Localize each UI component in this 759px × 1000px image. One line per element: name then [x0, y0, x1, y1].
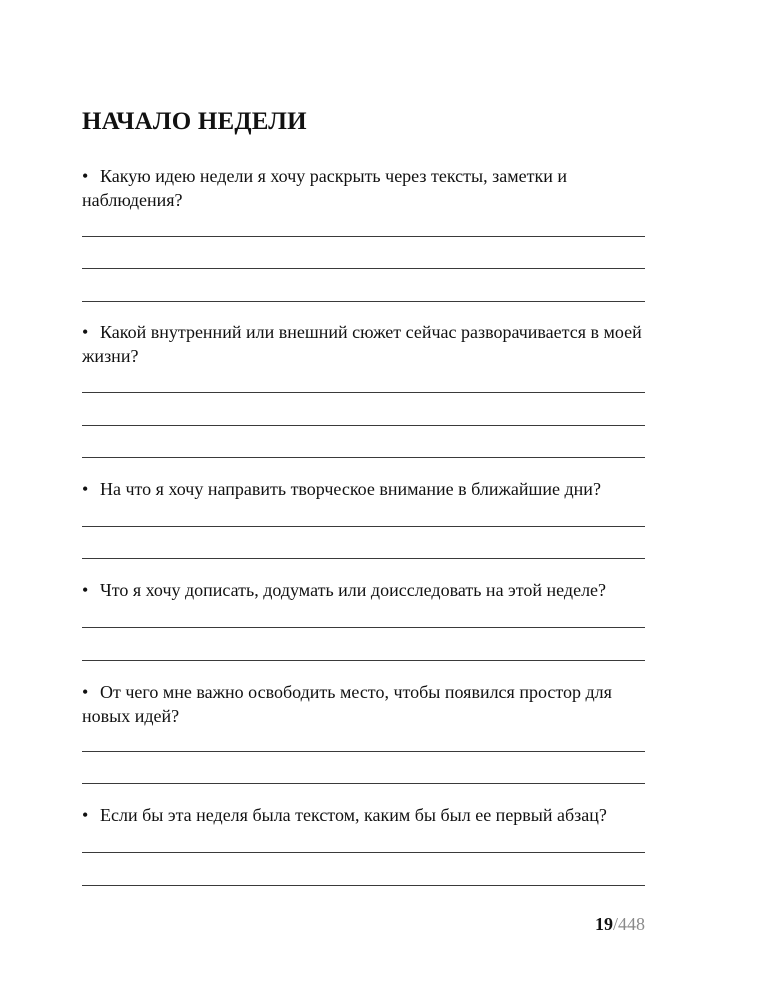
- bullet-icon: •: [82, 580, 89, 600]
- bullet-icon: •: [82, 805, 89, 825]
- question-1: [82, 164, 662, 212]
- answer-line[interactable]: [82, 457, 645, 458]
- question-5: [82, 680, 662, 728]
- bullet-icon: •: [82, 166, 89, 186]
- answer-line[interactable]: [82, 301, 645, 302]
- bullet-icon: •: [82, 682, 89, 702]
- question-3: [82, 477, 662, 501]
- answer-line[interactable]: [82, 236, 645, 237]
- page-indicator: [595, 914, 645, 935]
- question-text: На что я хочу направить творческое внимание в ближайшие дни?: [100, 479, 601, 499]
- answer-line[interactable]: [82, 885, 645, 886]
- answer-line[interactable]: [82, 425, 645, 426]
- answer-line[interactable]: [82, 751, 645, 752]
- current-page-number: 19: [594, 914, 613, 934]
- question-text: Какую идею недели я хочу раскрыть через тексты, заметки и наблюдения?: [82, 166, 567, 210]
- answer-line[interactable]: [82, 783, 645, 784]
- answer-line[interactable]: [82, 627, 645, 628]
- answer-line[interactable]: [82, 660, 645, 661]
- question-6: [82, 803, 662, 827]
- bullet-icon: •: [82, 322, 89, 342]
- question-text: Какой внутренний или внешний сюжет сейчас разворачивается в моей жизни?: [82, 322, 642, 366]
- answer-line[interactable]: [82, 392, 645, 393]
- answer-line[interactable]: [82, 526, 645, 527]
- answer-line[interactable]: [82, 852, 645, 853]
- question-text: Если бы эта неделя была текстом, каким бы был ее первый абзац?: [100, 805, 607, 825]
- total-pages: /448: [612, 914, 645, 934]
- bullet-icon: •: [82, 479, 89, 499]
- question-2: [82, 320, 662, 368]
- question-text: От чего мне важно освободить место, чтобы появился простор для новых идей?: [82, 682, 612, 726]
- question-text: Что я хочу дописать, додумать или доисследовать на этой неделе?: [100, 580, 607, 600]
- answer-line[interactable]: [82, 558, 645, 559]
- question-4: [82, 578, 662, 602]
- answer-line[interactable]: [82, 268, 645, 269]
- page-title: НАЧАЛО НЕДЕЛИ: [82, 108, 307, 135]
